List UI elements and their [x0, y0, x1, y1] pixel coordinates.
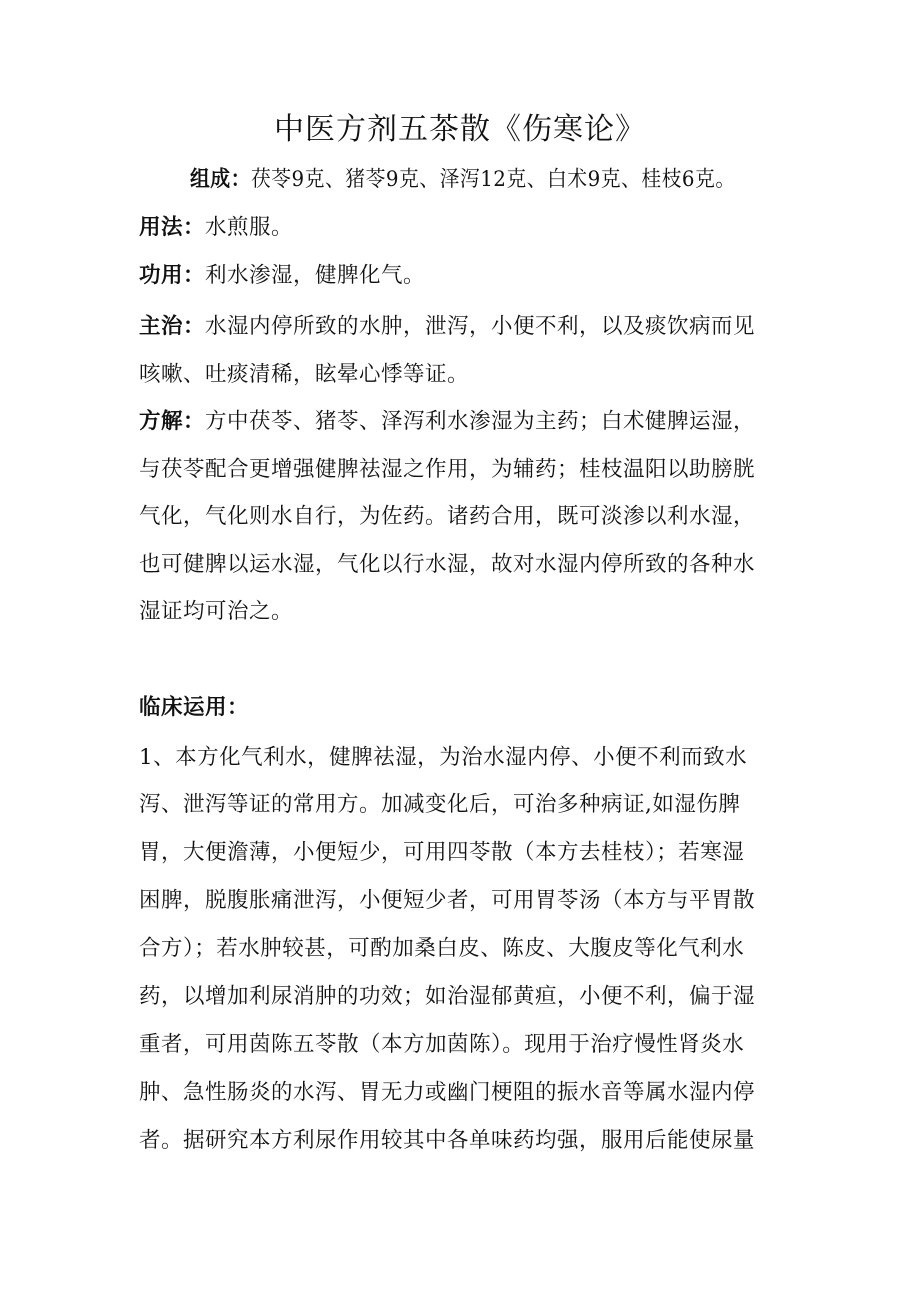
composition-line	[190, 165, 790, 195]
usage-label: 用法：	[139, 215, 206, 240]
function-line	[139, 261, 789, 291]
composition-text: 茯苓9克、猪苓9克、泽泻12克、白术9克、桂枝6克。	[250, 167, 736, 192]
clinical-line-7: 重者，可用茵陈五苓散（本方加茵陈）。现用于治疗慢性肾炎水	[139, 1032, 745, 1057]
function-text: 利水渗湿，健脾化气。	[205, 263, 426, 288]
usage-text: 水煎服。	[205, 215, 294, 240]
clinical-line-8: 肿、急性肠炎的水泻、胃无力或幽门梗阻的振水音等属水湿内停	[139, 1080, 756, 1105]
clinical-heading-text: 临床运用：	[139, 695, 250, 720]
indication-label: 主治：	[139, 314, 206, 339]
clinical-line-4: 困脾，脱腹胀痛泄泻，小便短少者，可用胃苓汤（本方与平胃散	[139, 888, 756, 913]
clinical-line-1: 1、本方化气利水，健脾祛湿，为治水湿内停、小便不利而致水	[139, 745, 748, 770]
analysis-label: 方解：	[139, 409, 206, 434]
indication-text: 水湿内停所致的水肿，泄泻，小便不利，以及痰饮病而见	[205, 314, 756, 339]
clinical-line-5: 合方）；若水肿较甚，可酌加桑白皮、陈皮、大腹皮等化气利水	[139, 936, 745, 961]
analysis-text: 方中茯苓、猪苓、泽泻利水渗湿为主药；白术健脾运湿，	[205, 409, 756, 434]
analysis-line-2: 与茯苓配合更增强健脾祛湿之作用，为辅药；桂枝温阳以助膀胱	[139, 457, 756, 482]
composition-label: 组成：	[190, 167, 251, 192]
analysis-line-3: 气化，气化则水自行，为佐药。诸药合用，既可淡渗以利水湿，	[139, 504, 756, 529]
clinical-line-3: 胃，大便澹薄，小便短少，可用四苓散（本方去桂枝）；若寒湿	[139, 840, 745, 865]
analysis-line-5: 湿证均可治之。	[139, 599, 294, 624]
analysis-line-1	[139, 407, 789, 437]
clinical-heading	[139, 693, 789, 723]
usage-line	[139, 213, 789, 243]
page-title: 中医方剂五茶散《伤寒论》	[274, 112, 646, 147]
indication-line-1	[139, 312, 789, 342]
function-label: 功用：	[139, 263, 206, 288]
indication-line-2: 咳嗽、吐痰清稀，眩晕心悸等证。	[139, 362, 470, 387]
analysis-line-4: 也可健脾以运水湿，气化以行水湿，故对水湿内停所致的各种水	[139, 552, 756, 577]
clinical-line-9: 者。据研究本方利尿作用较其中各单味药均强，服用后能使尿量	[139, 1128, 756, 1153]
clinical-line-6: 药，以增加利尿消肿的功效；如治湿郁黄疸，小便不利，偏于湿	[139, 984, 756, 1009]
clinical-line-2: 泻、泄泻等证的常用方。加减变化后，可治多种病证,如湿伤脾	[139, 792, 741, 817]
